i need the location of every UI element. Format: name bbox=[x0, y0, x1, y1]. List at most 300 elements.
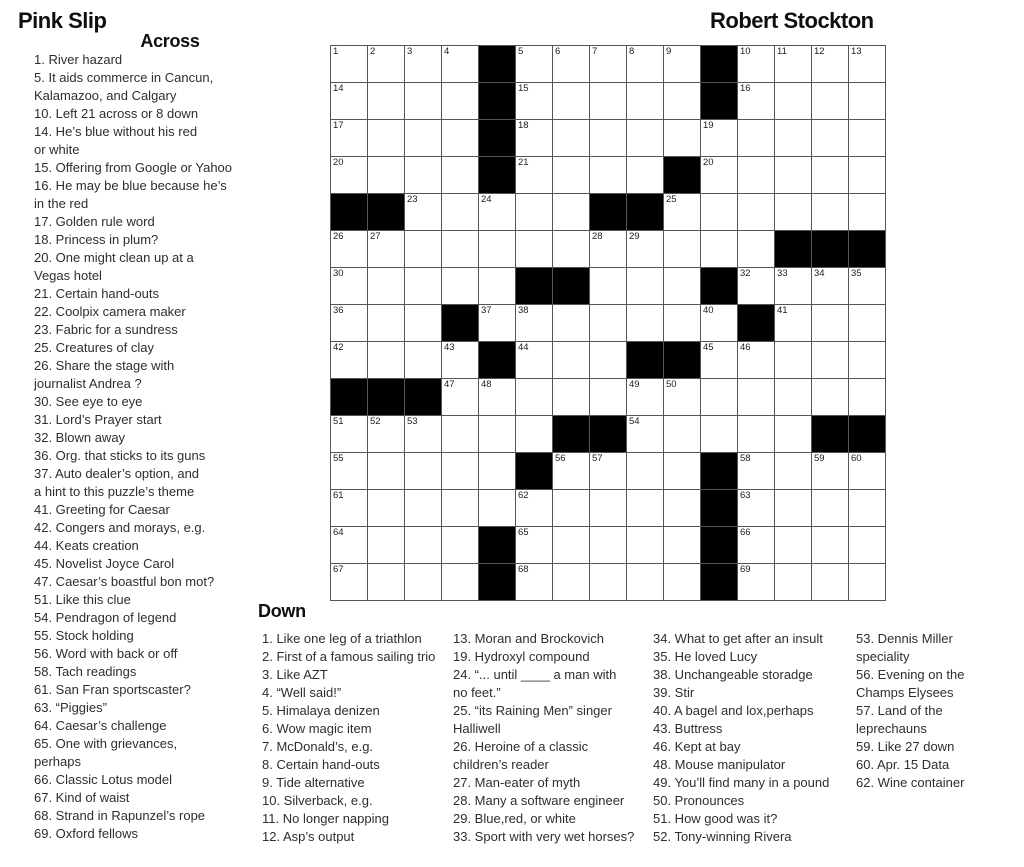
grid-cell-black bbox=[479, 342, 516, 379]
down-clue-line: 11. No longer napping bbox=[262, 811, 389, 826]
grid-cell[interactable] bbox=[331, 342, 368, 379]
grid-cell-number: 25 bbox=[666, 194, 677, 205]
grid-cell[interactable] bbox=[590, 83, 627, 120]
grid-cell[interactable] bbox=[442, 453, 479, 490]
grid-cell[interactable] bbox=[627, 83, 664, 120]
grid-cell[interactable] bbox=[664, 46, 701, 83]
grid-cell[interactable] bbox=[405, 527, 442, 564]
grid-cell[interactable] bbox=[775, 564, 812, 601]
down-clue-line: 9. Tide alternative bbox=[262, 775, 365, 790]
grid-cell[interactable] bbox=[738, 268, 775, 305]
grid-cell[interactable] bbox=[664, 564, 701, 601]
grid-cell[interactable] bbox=[405, 194, 442, 231]
down-clue-line: 62. Wine container bbox=[856, 775, 965, 790]
grid-cell[interactable] bbox=[738, 83, 775, 120]
grid-cell-number: 43 bbox=[444, 342, 455, 353]
grid-cell[interactable] bbox=[553, 194, 590, 231]
grid-cell-number: 27 bbox=[370, 231, 381, 242]
grid-cell-number: 53 bbox=[407, 416, 418, 427]
grid-cell[interactable] bbox=[553, 453, 590, 490]
puzzle-title: Pink Slip bbox=[18, 8, 107, 33]
grid-cell[interactable] bbox=[479, 268, 516, 305]
across-clue-line: 20. One might clean up at a bbox=[34, 250, 194, 265]
grid-cell[interactable] bbox=[775, 453, 812, 490]
down-clue-line: 10. Silverback, e.g. bbox=[262, 793, 373, 808]
grid-cell[interactable] bbox=[368, 305, 405, 342]
grid-cell-number: 4 bbox=[444, 46, 450, 57]
grid-cell[interactable] bbox=[442, 157, 479, 194]
grid-cell[interactable] bbox=[331, 453, 368, 490]
down-heading: Down bbox=[258, 601, 306, 621]
grid-cell[interactable] bbox=[442, 564, 479, 601]
grid-cell-black bbox=[812, 416, 849, 453]
down-clue-line: 46. Kept at bay bbox=[653, 739, 741, 754]
grid-cell[interactable] bbox=[701, 342, 738, 379]
across-clue-line: 58. Tach readings bbox=[34, 664, 137, 679]
grid-cell[interactable] bbox=[775, 305, 812, 342]
grid-cell-number: 55 bbox=[333, 453, 344, 464]
grid-cell[interactable] bbox=[664, 83, 701, 120]
grid-cell[interactable] bbox=[664, 453, 701, 490]
grid-cell[interactable] bbox=[405, 490, 442, 527]
grid-cell[interactable] bbox=[479, 305, 516, 342]
grid-cell-number: 38 bbox=[518, 305, 529, 316]
grid-cell[interactable] bbox=[738, 416, 775, 453]
grid-cell[interactable] bbox=[738, 46, 775, 83]
grid-cell[interactable] bbox=[405, 564, 442, 601]
down-clue-line: 56. Evening on the bbox=[856, 667, 965, 682]
grid-cell[interactable] bbox=[812, 453, 849, 490]
grid-cell[interactable] bbox=[775, 490, 812, 527]
grid-cell[interactable] bbox=[516, 231, 553, 268]
grid-cell[interactable] bbox=[849, 194, 886, 231]
grid-cell[interactable] bbox=[405, 416, 442, 453]
grid-cell[interactable] bbox=[590, 231, 627, 268]
grid-cell[interactable] bbox=[849, 268, 886, 305]
grid-cell[interactable] bbox=[627, 46, 664, 83]
grid-cell[interactable] bbox=[738, 342, 775, 379]
across-clue-line: 22. Coolpix camera maker bbox=[34, 304, 186, 319]
down-clue-line: 53. Dennis Miller bbox=[856, 631, 953, 646]
across-clue-line: 1. River hazard bbox=[34, 52, 123, 67]
across-clue-line: 61. San Fran sportscaster? bbox=[34, 682, 191, 697]
grid-cell-number: 69 bbox=[740, 564, 751, 575]
across-clue-line: 65. One with grievances, bbox=[34, 736, 178, 751]
grid-cell[interactable] bbox=[368, 268, 405, 305]
down-clue-line: 24. “... until ____ a man with bbox=[453, 667, 617, 682]
grid-cell[interactable] bbox=[442, 83, 479, 120]
grid-cell[interactable] bbox=[775, 379, 812, 416]
across-clue-line: 42. Congers and morays, e.g. bbox=[34, 520, 206, 535]
grid-cell[interactable] bbox=[627, 305, 664, 342]
grid-cell[interactable] bbox=[738, 490, 775, 527]
across-clue-line: 31. Lord’s Prayer start bbox=[34, 412, 162, 427]
grid-cell[interactable] bbox=[368, 527, 405, 564]
grid-cell-number: 66 bbox=[740, 527, 751, 538]
grid-cell[interactable] bbox=[664, 231, 701, 268]
grid-cell[interactable] bbox=[664, 490, 701, 527]
grid-cell[interactable] bbox=[442, 120, 479, 157]
grid-cell[interactable] bbox=[590, 490, 627, 527]
down-clue-line: 12. Asp’s output bbox=[262, 829, 355, 844]
grid-cell[interactable] bbox=[738, 157, 775, 194]
grid-cell[interactable] bbox=[368, 416, 405, 453]
grid-cell-number: 41 bbox=[777, 305, 788, 316]
grid-cell[interactable] bbox=[516, 379, 553, 416]
grid-cell-black bbox=[701, 83, 738, 120]
grid-cell[interactable] bbox=[479, 416, 516, 453]
grid-cell[interactable] bbox=[775, 268, 812, 305]
grid-cell-black bbox=[590, 194, 627, 231]
grid-cell[interactable] bbox=[368, 490, 405, 527]
grid-cell[interactable] bbox=[331, 83, 368, 120]
grid-cell[interactable] bbox=[553, 157, 590, 194]
grid-cell[interactable] bbox=[368, 564, 405, 601]
grid-cell[interactable] bbox=[331, 416, 368, 453]
grid-cell[interactable] bbox=[331, 527, 368, 564]
grid-cell-black bbox=[701, 527, 738, 564]
grid-cell[interactable] bbox=[849, 342, 886, 379]
grid-cell[interactable] bbox=[331, 46, 368, 83]
grid-cell[interactable] bbox=[775, 157, 812, 194]
grid-cell[interactable] bbox=[553, 342, 590, 379]
grid-cell[interactable] bbox=[442, 527, 479, 564]
grid-cell-number: 44 bbox=[518, 342, 529, 353]
down-clue-line: 51. How good was it? bbox=[653, 811, 778, 826]
grid-cell[interactable] bbox=[738, 120, 775, 157]
grid-cell[interactable] bbox=[442, 231, 479, 268]
grid-cell-black bbox=[590, 416, 627, 453]
grid-cell-black bbox=[331, 194, 368, 231]
grid-cell[interactable] bbox=[553, 120, 590, 157]
grid-cell[interactable] bbox=[405, 268, 442, 305]
down-clue-line: 60. Apr. 15 Data bbox=[856, 757, 950, 772]
grid-cell[interactable] bbox=[664, 305, 701, 342]
grid-cell[interactable] bbox=[812, 527, 849, 564]
grid-cell[interactable] bbox=[405, 83, 442, 120]
grid-cell[interactable] bbox=[812, 305, 849, 342]
grid-cell[interactable] bbox=[405, 231, 442, 268]
grid-cell[interactable] bbox=[738, 527, 775, 564]
grid-cell[interactable] bbox=[516, 527, 553, 564]
grid-cell[interactable] bbox=[590, 305, 627, 342]
grid-cell-black bbox=[331, 379, 368, 416]
grid-cell[interactable] bbox=[664, 416, 701, 453]
down-clue-line: 2. First of a famous sailing trio bbox=[262, 649, 436, 664]
grid-cell[interactable] bbox=[849, 490, 886, 527]
grid-cell-number: 1 bbox=[333, 46, 339, 57]
grid-cell[interactable] bbox=[812, 490, 849, 527]
grid-cell-black bbox=[701, 268, 738, 305]
grid-cell[interactable] bbox=[590, 379, 627, 416]
down-clue-line: 7. McDonald’s, e.g. bbox=[262, 739, 374, 754]
grid-cell[interactable] bbox=[738, 231, 775, 268]
grid-cell[interactable] bbox=[664, 120, 701, 157]
grid-cell[interactable] bbox=[664, 194, 701, 231]
grid-cell[interactable] bbox=[701, 305, 738, 342]
down-clue-line: 29. Blue,red, or white bbox=[453, 811, 576, 826]
grid-cell[interactable] bbox=[368, 157, 405, 194]
grid-cell[interactable] bbox=[701, 416, 738, 453]
grid-cell[interactable] bbox=[738, 379, 775, 416]
grid-cell[interactable] bbox=[442, 342, 479, 379]
grid-cell[interactable] bbox=[701, 379, 738, 416]
grid-cell[interactable] bbox=[331, 305, 368, 342]
grid-cell[interactable] bbox=[553, 527, 590, 564]
across-clue-line: journalist Andrea ? bbox=[34, 376, 142, 391]
grid-cell-number: 63 bbox=[740, 490, 751, 501]
down-clue-line: leprechauns bbox=[856, 721, 927, 736]
grid-cell[interactable] bbox=[442, 46, 479, 83]
grid-cell[interactable] bbox=[405, 453, 442, 490]
grid-cell-number: 24 bbox=[481, 194, 492, 205]
grid-cell[interactable] bbox=[368, 120, 405, 157]
across-clue-line: or white bbox=[34, 142, 80, 157]
grid-cell[interactable] bbox=[849, 379, 886, 416]
grid-cell-number: 26 bbox=[333, 231, 344, 242]
grid-cell-number: 18 bbox=[518, 120, 529, 131]
grid-cell[interactable] bbox=[405, 157, 442, 194]
down-clue-line: 33. Sport with very wet horses? bbox=[453, 829, 635, 844]
grid-cell[interactable] bbox=[442, 416, 479, 453]
across-clue-line: Vegas hotel bbox=[34, 268, 102, 283]
grid-cell[interactable] bbox=[812, 120, 849, 157]
grid-cell[interactable] bbox=[590, 453, 627, 490]
grid-cell[interactable] bbox=[701, 120, 738, 157]
grid-cell[interactable] bbox=[516, 416, 553, 453]
grid-cell-black bbox=[479, 527, 516, 564]
grid-cell[interactable] bbox=[331, 490, 368, 527]
grid-cell[interactable] bbox=[627, 416, 664, 453]
grid-cell[interactable] bbox=[812, 564, 849, 601]
down-clue-line: 27. Man-eater of myth bbox=[453, 775, 581, 790]
grid-cell[interactable] bbox=[775, 120, 812, 157]
grid-cell[interactable] bbox=[331, 231, 368, 268]
grid-cell[interactable] bbox=[849, 453, 886, 490]
down-clue-line: 28. Many a software engineer bbox=[453, 793, 625, 808]
grid-cell[interactable] bbox=[664, 527, 701, 564]
across-clue-line: 25. Creatures of clay bbox=[34, 340, 154, 355]
grid-cell[interactable] bbox=[849, 120, 886, 157]
grid-cell[interactable] bbox=[331, 157, 368, 194]
down-clue-line: 49. You’ll find many in a pound bbox=[653, 775, 830, 790]
grid-cell[interactable] bbox=[442, 194, 479, 231]
down-clue-line: children’s reader bbox=[453, 757, 549, 772]
grid-cell[interactable] bbox=[590, 527, 627, 564]
grid-cell[interactable] bbox=[590, 46, 627, 83]
grid-cell[interactable] bbox=[849, 305, 886, 342]
down-clue-line: 8. Certain hand-outs bbox=[262, 757, 380, 772]
grid-cell[interactable] bbox=[812, 157, 849, 194]
grid-cell[interactable] bbox=[812, 83, 849, 120]
grid-cell[interactable] bbox=[701, 231, 738, 268]
grid-cell-black bbox=[738, 305, 775, 342]
grid-cell[interactable] bbox=[442, 490, 479, 527]
down-clue-line: 25. “its Raining Men” singer bbox=[453, 703, 612, 718]
grid-cell[interactable] bbox=[368, 453, 405, 490]
grid-cell-number: 10 bbox=[740, 46, 751, 57]
across-clue-line: a hint to this puzzle’s theme bbox=[34, 484, 195, 499]
grid-cell[interactable] bbox=[405, 342, 442, 379]
grid-cell-number: 14 bbox=[333, 83, 344, 94]
grid-cell[interactable] bbox=[812, 342, 849, 379]
grid-cell[interactable] bbox=[627, 527, 664, 564]
grid-cell[interactable] bbox=[738, 564, 775, 601]
grid-cell[interactable] bbox=[627, 231, 664, 268]
grid-cell-number: 20 bbox=[333, 157, 344, 168]
grid-cell[interactable] bbox=[590, 342, 627, 379]
grid-cell[interactable] bbox=[590, 564, 627, 601]
grid-cell-number: 45 bbox=[703, 342, 714, 353]
grid-cell[interactable] bbox=[590, 120, 627, 157]
grid-cell[interactable] bbox=[516, 564, 553, 601]
grid-cell-black bbox=[664, 342, 701, 379]
grid-cell[interactable] bbox=[627, 379, 664, 416]
down-clue-line: 3. Like AZT bbox=[262, 667, 328, 682]
across-clue-line: 54. Pendragon of legend bbox=[34, 610, 177, 625]
grid-cell-black bbox=[627, 342, 664, 379]
grid-cell[interactable] bbox=[812, 268, 849, 305]
grid-cell[interactable] bbox=[775, 342, 812, 379]
grid-cell-black bbox=[479, 157, 516, 194]
grid-cell[interactable] bbox=[627, 564, 664, 601]
grid-cell[interactable] bbox=[442, 268, 479, 305]
down-clue-line: 50. Pronounces bbox=[653, 793, 745, 808]
grid-cell[interactable] bbox=[405, 305, 442, 342]
grid-cell[interactable] bbox=[442, 379, 479, 416]
grid-cell[interactable] bbox=[627, 157, 664, 194]
grid-cell[interactable] bbox=[553, 379, 590, 416]
grid-cell[interactable] bbox=[701, 194, 738, 231]
grid-cell[interactable] bbox=[849, 564, 886, 601]
across-clue-line: perhaps bbox=[34, 754, 81, 769]
grid-cell[interactable] bbox=[368, 231, 405, 268]
grid-cell[interactable] bbox=[331, 564, 368, 601]
down-clue-line: 52. Tony-winning Rivera bbox=[653, 829, 792, 844]
grid-cell-number: 37 bbox=[481, 305, 492, 316]
grid-cell-number: 17 bbox=[333, 120, 344, 131]
across-clue-line: 17. Golden rule word bbox=[34, 214, 155, 229]
grid-cell-number: 12 bbox=[814, 46, 825, 57]
grid-cell[interactable] bbox=[627, 453, 664, 490]
down-clue-line: speciality bbox=[856, 649, 910, 664]
grid-cell-number: 33 bbox=[777, 268, 788, 279]
grid-cell[interactable] bbox=[553, 564, 590, 601]
down-clue-line: 34. What to get after an insult bbox=[653, 631, 823, 646]
grid-cell[interactable] bbox=[738, 453, 775, 490]
grid-cell[interactable] bbox=[812, 46, 849, 83]
grid-cell[interactable] bbox=[516, 342, 553, 379]
grid-cell[interactable] bbox=[627, 120, 664, 157]
grid-cell[interactable] bbox=[664, 268, 701, 305]
grid-cell[interactable] bbox=[479, 231, 516, 268]
grid-cell[interactable] bbox=[368, 342, 405, 379]
down-clue-line: 26. Heroine of a classic bbox=[453, 739, 589, 754]
grid-cell[interactable] bbox=[775, 527, 812, 564]
grid-cell[interactable] bbox=[701, 157, 738, 194]
grid-cell-number: 58 bbox=[740, 453, 751, 464]
across-clue-line: 68. Strand in Rapunzel’s rope bbox=[34, 808, 206, 823]
grid-cell-black bbox=[405, 379, 442, 416]
down-clue-line: 13. Moran and Brockovich bbox=[453, 631, 605, 646]
grid-cell-black bbox=[479, 83, 516, 120]
grid-cell[interactable] bbox=[590, 268, 627, 305]
grid-cell-number: 57 bbox=[592, 453, 603, 464]
grid-cell[interactable] bbox=[849, 46, 886, 83]
down-clue-column-3 bbox=[653, 630, 829, 846]
grid-cell[interactable] bbox=[479, 453, 516, 490]
grid-cell[interactable] bbox=[516, 83, 553, 120]
grid-cell[interactable] bbox=[405, 46, 442, 83]
grid-cell[interactable] bbox=[553, 231, 590, 268]
grid-cell[interactable] bbox=[812, 194, 849, 231]
down-clue-line: 5. Himalaya denizen bbox=[262, 703, 380, 718]
grid-cell[interactable] bbox=[553, 83, 590, 120]
grid-cell[interactable] bbox=[516, 490, 553, 527]
across-clue-line: 18. Princess in plum? bbox=[34, 232, 159, 247]
grid-cell[interactable] bbox=[775, 46, 812, 83]
grid-cell[interactable] bbox=[516, 120, 553, 157]
grid-cell[interactable] bbox=[775, 83, 812, 120]
down-clue-line: 57. Land of the bbox=[856, 703, 943, 718]
grid-cell[interactable] bbox=[553, 490, 590, 527]
grid-cell[interactable] bbox=[553, 46, 590, 83]
grid-cell[interactable] bbox=[331, 120, 368, 157]
grid-cell[interactable] bbox=[479, 490, 516, 527]
across-clue-line: 26. Share the stage with bbox=[34, 358, 175, 373]
grid-cell[interactable] bbox=[516, 305, 553, 342]
grid-cell[interactable] bbox=[664, 379, 701, 416]
grid-cell-number: 21 bbox=[518, 157, 529, 168]
across-clue-line: 69. Oxford fellows bbox=[34, 826, 139, 841]
grid-cell-black bbox=[701, 453, 738, 490]
across-clue-line: 32. Blown away bbox=[34, 430, 126, 445]
grid-cell[interactable] bbox=[812, 379, 849, 416]
across-clue-line: 45. Novelist Joyce Carol bbox=[34, 556, 175, 571]
grid-cell[interactable] bbox=[479, 379, 516, 416]
grid-cell[interactable] bbox=[849, 83, 886, 120]
puzzle-author: Robert Stockton bbox=[710, 8, 874, 33]
grid-cell[interactable] bbox=[331, 268, 368, 305]
across-clue-line: 30. See eye to eye bbox=[34, 394, 143, 409]
across-clue-line: 15. Offering from Google or Yahoo bbox=[34, 160, 233, 175]
crossword-grid bbox=[330, 45, 886, 601]
grid-cell-number: 52 bbox=[370, 416, 381, 427]
grid-cell[interactable] bbox=[368, 46, 405, 83]
grid-cell-number: 49 bbox=[629, 379, 640, 390]
grid-cell[interactable] bbox=[849, 527, 886, 564]
grid-cell[interactable] bbox=[775, 416, 812, 453]
grid-cell[interactable] bbox=[516, 194, 553, 231]
grid-cell[interactable] bbox=[516, 46, 553, 83]
grid-cell[interactable] bbox=[590, 157, 627, 194]
grid-cell[interactable] bbox=[516, 157, 553, 194]
grid-cell[interactable] bbox=[738, 194, 775, 231]
grid-cell[interactable] bbox=[553, 305, 590, 342]
grid-cell[interactable] bbox=[479, 194, 516, 231]
grid-cell[interactable] bbox=[405, 120, 442, 157]
grid-cell[interactable] bbox=[627, 268, 664, 305]
down-clue-line: 38. Unchangeable storadge bbox=[653, 667, 813, 682]
grid-cell[interactable] bbox=[368, 83, 405, 120]
grid-cell-black bbox=[368, 194, 405, 231]
grid-cell[interactable] bbox=[849, 157, 886, 194]
across-clue-line: 56. Word with back or off bbox=[34, 646, 178, 661]
grid-cell[interactable] bbox=[775, 194, 812, 231]
down-clue-line: 39. Stir bbox=[653, 685, 695, 700]
grid-cell-number: 15 bbox=[518, 83, 529, 94]
grid-cell[interactable] bbox=[627, 490, 664, 527]
